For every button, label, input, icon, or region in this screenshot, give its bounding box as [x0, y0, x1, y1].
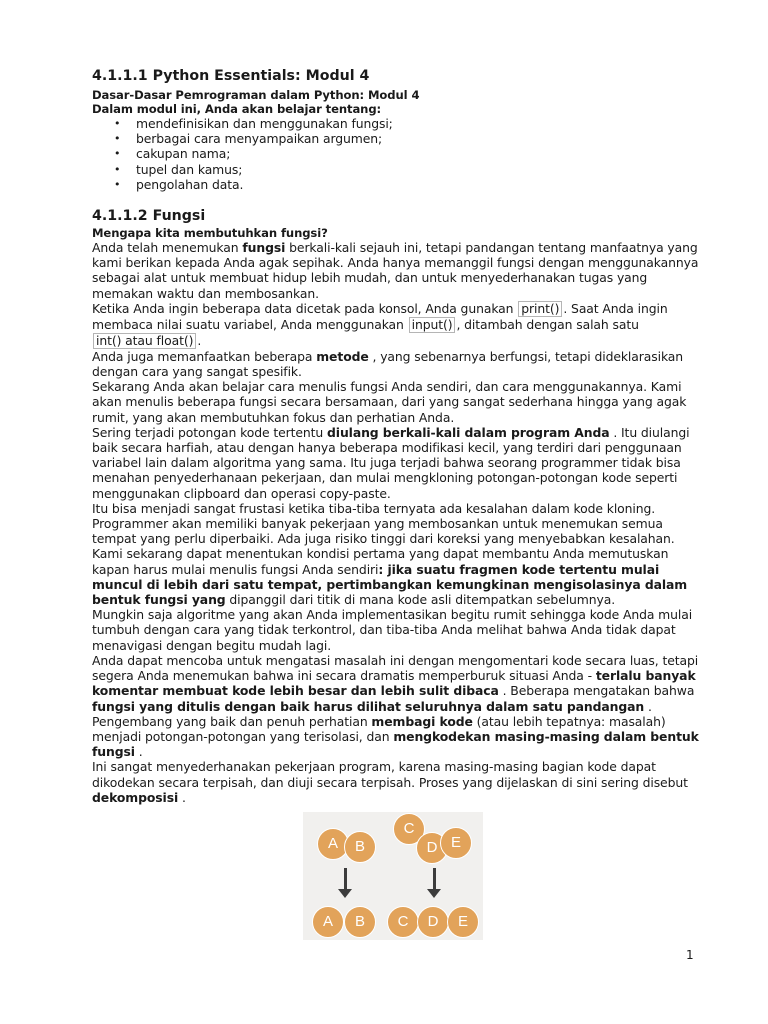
arrow-right-head: [427, 889, 441, 898]
topic-list: [92, 116, 702, 192]
paragraph-8: Mungkin saja algoritme yang akan Anda implementasikan begitu rumit sehingga kode Anda mulai tumbuh dengan cara yang tidak terkontrol, dan tiba-tiba Anda melihat bahwa Anda tidak dapat menavigasi dengan begitu mudah lagi.: [92, 607, 693, 653]
intro-line: Dalam modul ini, Anda akan belajar tentang:: [92, 102, 382, 116]
paragraph-7: Kami sekarang dapat menentukan kondisi pertama yang dapat membantu Anda memutuskan kapan harus mulai menulis fungsi Anda sendiri: jika suatu fragmen kode tertentu mulai muncul di lebih dari satu tempat, pertimbangkan kemungkinan mengisolasinya dalam bentuk fungsi yang dipanggil dari titik di mana kode asli ditempatkan sebelumnya.: [92, 546, 688, 608]
paragraph-11: Ini sangat menyederhanakan pekerjaan program, karena masing-masing bagian kode dapat dikodekan secara terpisah, dan diuji secara terpisah. Proses yang dijelaskan di sini sering disebut dekomposisi .: [92, 759, 688, 805]
paragraph-3: Anda juga memanfaatkan beberapa metode , yang sebenarnya berfungsi, tetapi dideklarasikan dengan cara yang sangat spesifik.: [92, 348, 684, 380]
circle-top-b: B: [344, 831, 376, 863]
circle-bottom-d: D: [417, 906, 449, 938]
arrow-left-head: [338, 889, 352, 898]
paragraph-1: Anda telah menemukan fungsi berkali-kali sejauh ini, tetapi pandangan tentang manfaatnya yang kami berikan kepada Anda agak sepihak. Anda hanya memanggil fungsi dengan menggunakannya sebagai alat untuk membuat hidup lebih mudah, dan untuk menyederhanakan tugas yang memakan waktu dan membosankan.: [92, 240, 699, 301]
list-item: • mendefinisikan dan menggunakan fungsi;: [136, 116, 702, 131]
decomposition-diagram: [303, 812, 483, 940]
list-item: • tupel dan kamus;: [136, 162, 702, 177]
circle-bottom-e: E: [447, 906, 479, 938]
list-item: • pengolahan data.: [136, 177, 702, 192]
code-int-float: int() atau float(): [93, 333, 196, 349]
code-print: print(): [518, 301, 562, 317]
page-title: 4.1.1.1 Python Essentials: Modul 4: [92, 68, 370, 84]
paragraph-5: Sering terjadi potongan kode tertentu diulang berkali-kali dalam program Anda . Itu diulangi baik secara harfiah, atau dengan hanya beberapa modifikasi kecil, yang terdiri dari penggunaan variabel lain dalam algoritma yang sama. Itu juga terjadi bahwa seorang programmer tidak bisa menahan penyederhanaan pekerjaan, dan mulai mengkloning potongan-potongan kode seperti menggunakan clipboard dan operasi copy-paste.: [92, 424, 690, 501]
circle-top-c: C: [393, 813, 425, 845]
list-item: • cakupan nama;: [136, 146, 702, 161]
arrow-left-shaft: [344, 868, 347, 890]
circle-top-a: A: [317, 828, 349, 860]
document-body: [92, 68, 702, 805]
list-item: • berbagai cara menyampaikan argumen;: [136, 131, 702, 146]
section-heading: 4.1.1.2 Fungsi: [92, 208, 206, 225]
module-subtitle: Dasar-Dasar Pemrograman dalam Python: Modul 4: [92, 88, 420, 102]
circle-bottom-b: B: [344, 906, 376, 938]
section-question: Mengapa kita membutuhkan fungsi?: [92, 226, 328, 241]
arrow-right-shaft: [433, 868, 436, 890]
circle-bottom-c: C: [387, 906, 419, 938]
page-number: 1: [686, 948, 694, 962]
circle-top-d: D: [416, 832, 448, 864]
code-input: input(): [409, 317, 456, 333]
circle-bottom-a: A: [312, 906, 344, 938]
paragraph-9: Anda dapat mencoba untuk mengatasi masalah ini dengan mengomentari kode secara luas, tetapi segera Anda menemukan bahwa ini secara dramatis memperburuk situasi Anda - terlalu banyak komentar membuat kode lebih besar dan lebih sulit dibaca . Beberapa mengatakan bahwa fungsi yang ditulis dengan baik harus dilihat seluruhnya dalam satu pandangan .: [92, 652, 699, 714]
paragraph-2: Ketika Anda ingin beberapa data dicetak pada konsol, Anda gunakan print() . Saat Anda ingin membaca nilai suatu variabel, Anda menggunakan input() , ditambah dengan salah satu int() atau float() .: [92, 300, 668, 348]
paragraph-6: Itu bisa menjadi sangat frustasi ketika tiba-tiba ternyata ada kesalahan dalam kode kloning. Programmer akan memiliki banyak pekerjaan yang membosankan untuk menemukan semua tempat yang perlu diperbaiki. Ada juga risiko tinggi dari koreksi yang menyebabkan kesalahan.: [92, 500, 675, 547]
paragraph-10: Pengembang yang baik dan penuh perhatian membagi kode (atau lebih tepatnya: masalah) menjadi potongan-potongan yang terisolasi, dan mengkodekan masing-masing dalam bentuk fungsi .: [92, 713, 699, 760]
circle-top-e: E: [440, 827, 472, 859]
paragraph-4: Sekarang Anda akan belajar cara menulis fungsi Anda sendiri, dan cara menggunakannya. Kami akan menulis beberapa fungsi secara bersamaan, dari yang sangat sederhana hingga yang agak rumit, yang akan membutuhkan fokus dan perhatian Anda.: [92, 379, 687, 425]
